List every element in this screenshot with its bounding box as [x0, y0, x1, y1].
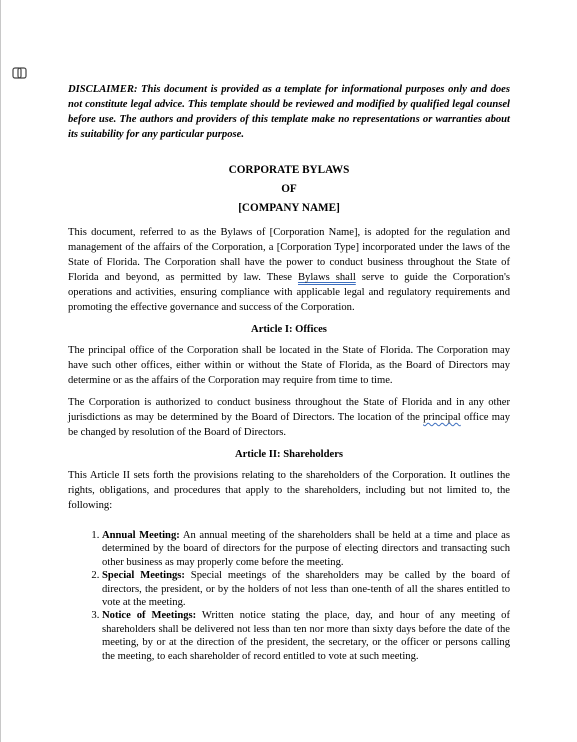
- list-item: 3. Notice of Meetings: Written notice stating the place, day, and hour of any meeting of shareholders shall be delivered not less than ten nor more than sixty days before the date of the meeting, by or at the direction of the president, the secretary, or the officer or persons calling the meeting, to each shareholder of record entitled to vote at such meeting.: [102, 609, 510, 663]
- article-2-intro: This Article II sets forth the provisions relating to the shareholders of the Corporation. It outlines the rights, obligations, and procedures that apply to the shareholders, including but not limited to, the following:: [68, 470, 510, 511]
- document-body[interactable]: [68, 82, 510, 663]
- title-line-3: [COMPANY NAME]: [238, 202, 340, 214]
- article-1-paragraph-1: The principal office of the Corporation shall be located in the State of Florida. The Corporation may have such other offices, either within or without the State of Florida, as the Board of Directors may determine or as the affairs of the Corporation may require from time to time.: [68, 345, 510, 386]
- document-title: [68, 161, 510, 218]
- title-line-2: OF: [281, 183, 297, 195]
- title-line-1: CORPORATE BYLAWS: [228, 164, 350, 176]
- shareholder-provisions-list: [68, 529, 510, 663]
- list-item: 2. Special Meetings: Special meetings of the shareholders may be called by the board of directors, the president, or by the holders of not less than one-tenth of all the shares entitled to vote at the meeting.: [102, 569, 510, 609]
- article-1-heading: Article I: Offices: [251, 324, 327, 335]
- article-2-heading: Article II: Shareholders: [234, 449, 344, 460]
- list-item: 1. Annual Meeting: An annual meeting of the shareholders shall be held at a time and place as determined by the board of directors for the purpose of electing directors and transacting such other business as may properly come before the meeting.: [102, 529, 510, 569]
- paragraph-options-icon[interactable]: [12, 66, 28, 80]
- page-edge: [0, 0, 1, 742]
- grammar-flag[interactable]: Bylaws shall: [297, 272, 356, 283]
- intro-paragraph: This document, referred to as the Bylaws of [Corporation Name], is adopted for the regulation and management of the affairs of the Corporation, a [Corporation Type] incorporated under the laws of the State of Florida. The Corporation shall have the power to conduct business throughout the State of Florida and beyond, as permitted by law. These Bylaws shall serve to guide the Corporation's operations and activities, ensuring compliance with applicable legal and regulatory requirements and promoting the effective governance and success of the Corporation.: [68, 227, 510, 313]
- article-1-paragraph-2: The Corporation is authorized to conduct business throughout the State of Florida and in any other jurisdictions as may be determined by the Board of Directors. The location of the principal office may be changed by resolution of the Board of Directors.: [68, 397, 510, 438]
- disclaimer-paragraph: DISCLAIMER: This document is provided as a template for informational purposes only and does not constitute legal advice. This template should be reviewed and modified by qualified legal counsel before use. The authors and providers of this template make no representations or warranties about its suitability for any particular purpose.: [68, 84, 510, 140]
- spelling-flag[interactable]: principal: [423, 412, 461, 423]
